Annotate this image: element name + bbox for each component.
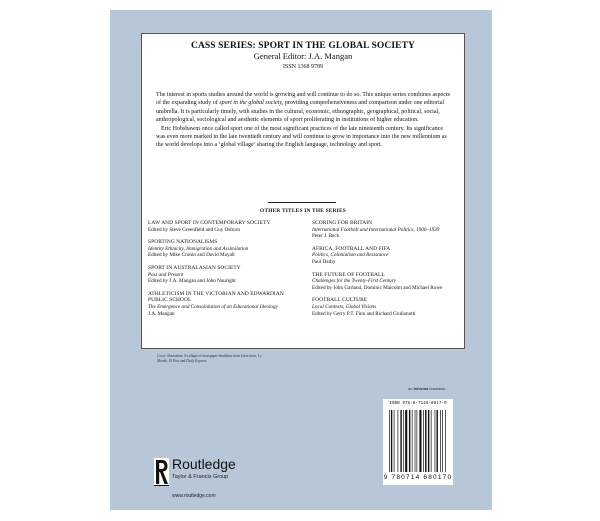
book-subtitle: Local Contests, Global Visions — [312, 303, 377, 310]
book-title: THE FUTURE OF FOOTBALL — [312, 271, 385, 278]
publisher-name: Routledge — [172, 456, 236, 472]
barcode-bar — [394, 410, 395, 472]
book-title: SCORING FOR BRITAIN — [312, 220, 373, 226]
series-title: CASS SERIES: SPORT IN THE GLOBAL SOCIETY — [190, 41, 415, 51]
barcode-bar — [435, 410, 436, 472]
book-title: FOOTBALL CULTURE — [312, 297, 368, 304]
book-title: SPORTING NATIONALISMS — [148, 239, 218, 246]
barcode-bar — [445, 410, 446, 472]
book-subtitle: The Emergence and Consolidation of an Educational Ideology — [148, 303, 278, 310]
barcode-bar — [419, 410, 421, 472]
book-subtitle: Past and Present — [148, 271, 184, 278]
book-subtitle: Challenges for the Twenty-First Century — [312, 278, 397, 285]
general-editor: General Editor: J.A. Mangan — [253, 50, 353, 61]
barcode-bar — [391, 410, 392, 472]
book-entry — [148, 291, 298, 317]
barcode-bar — [409, 410, 410, 472]
issn: ISSN 1368 9789 — [282, 63, 323, 70]
publisher-group: Taylor & Francis Group — [172, 474, 229, 480]
book-authors: Edited by J.A. Mangan and John Nauright — [148, 278, 236, 285]
routledge-logo-icon — [154, 458, 169, 486]
barcode-panel — [383, 399, 453, 485]
barcode-bar — [425, 410, 426, 472]
book-authors: J.A. Mangan — [148, 310, 175, 317]
book-entry — [148, 265, 298, 285]
book-subtitle: Identity Ethnicity, Immigration and Assimilation — [148, 245, 249, 252]
book-entry — [148, 220, 298, 233]
barcode-bar — [400, 410, 401, 472]
other-titles-right-column — [312, 220, 452, 323]
divider — [268, 202, 336, 203]
book-title: SPORT IN AUSTRALASIAN SOCIETY — [148, 264, 241, 271]
barcode-bar — [437, 410, 438, 472]
book-title: LAW AND SPORT IN CONTEMPORARY SOCIETY — [148, 220, 271, 226]
barcode-digits: 9 780714 680170 — [383, 474, 453, 481]
isbn-text: ISBN 978-0-7146-8017-0 — [389, 402, 447, 406]
publisher-website: www.routledge.com — [172, 493, 216, 499]
barcode-bar — [440, 410, 441, 472]
other-titles-left-column — [148, 220, 298, 323]
book-subtitle: International Football and International Politics, 1900–1939 — [312, 226, 440, 233]
cover-illustration-caption: Cover illustration: A collage of newspaper headlines from Liberation, Le Monde, El Pais and Daily Express — [157, 354, 262, 363]
intro-paragraph-1: The interest in sports studies around the world is growing and will continue to do so. This unique series combines aspects of the expanding study of sport in the global society, providing comprehensiveness and comparison under one editorial umbrella. It is particularly timely, with studies in the cultural, economic, ethnographic, geographical, political, social, anthropological, sociological and aesthetic elements of sport proliferating in institutions of higher education. — [156, 92, 450, 124]
barcode-bar — [398, 410, 399, 472]
book-title: AFRICA, FOOTBALL AND FIFA — [312, 245, 391, 252]
barcode-bar — [415, 410, 416, 472]
book-authors: Paul Darby — [312, 258, 336, 265]
barcode-bar — [389, 410, 390, 472]
barcode-bar — [412, 410, 413, 472]
barcode-bar — [405, 410, 407, 472]
book-entry — [148, 239, 298, 259]
intro-paragraph-2: Eric Hobsbawm once called sport one of the most significant practices of the late nineteenth century. Its significance was even more marked in the late twentieth century and will continue to grow in importance into the new millennium as the world develops into a ‘global village’ sharing the English language, technology and sport. — [156, 125, 447, 149]
other-titles-heading: OTHER TITLES IN THE SERIES — [260, 208, 346, 214]
barcode-bar — [442, 410, 443, 472]
book-authors: Edited by Steve Greenfield and Guy Osborn — [148, 226, 240, 233]
book-authors: Edited by Gerry P.T. Finn and Richard Giulianotti — [312, 310, 416, 317]
informa-business-tag: an informa business — [408, 386, 446, 391]
series-panel — [141, 33, 465, 349]
book-entry — [312, 297, 452, 317]
barcode-bar — [403, 410, 404, 472]
book-entry — [312, 246, 452, 266]
barcode-bar — [428, 410, 429, 472]
book-subtitle: Politics, Colonialism and Resistance — [312, 252, 389, 259]
barcode-bar — [431, 410, 432, 472]
barcode-bar — [417, 410, 418, 472]
book-authors: Edited by John Garland, Dominic Malcolm and Michael Rowe — [312, 284, 443, 291]
book-authors: Edited by Mike Cronin and David Mayall — [148, 252, 235, 259]
book-entry — [312, 272, 452, 292]
book-authors: Peter J. Beck — [312, 233, 340, 240]
book-entry — [312, 220, 452, 240]
barcode-icon — [388, 410, 448, 472]
series-description — [156, 91, 452, 150]
series-header — [142, 41, 464, 71]
book-title: ATHLETICISM IN THE VICTORIAN AND EDWARDIAN PUBLIC SCHOOL — [148, 290, 284, 304]
barcode-bar — [423, 410, 424, 472]
